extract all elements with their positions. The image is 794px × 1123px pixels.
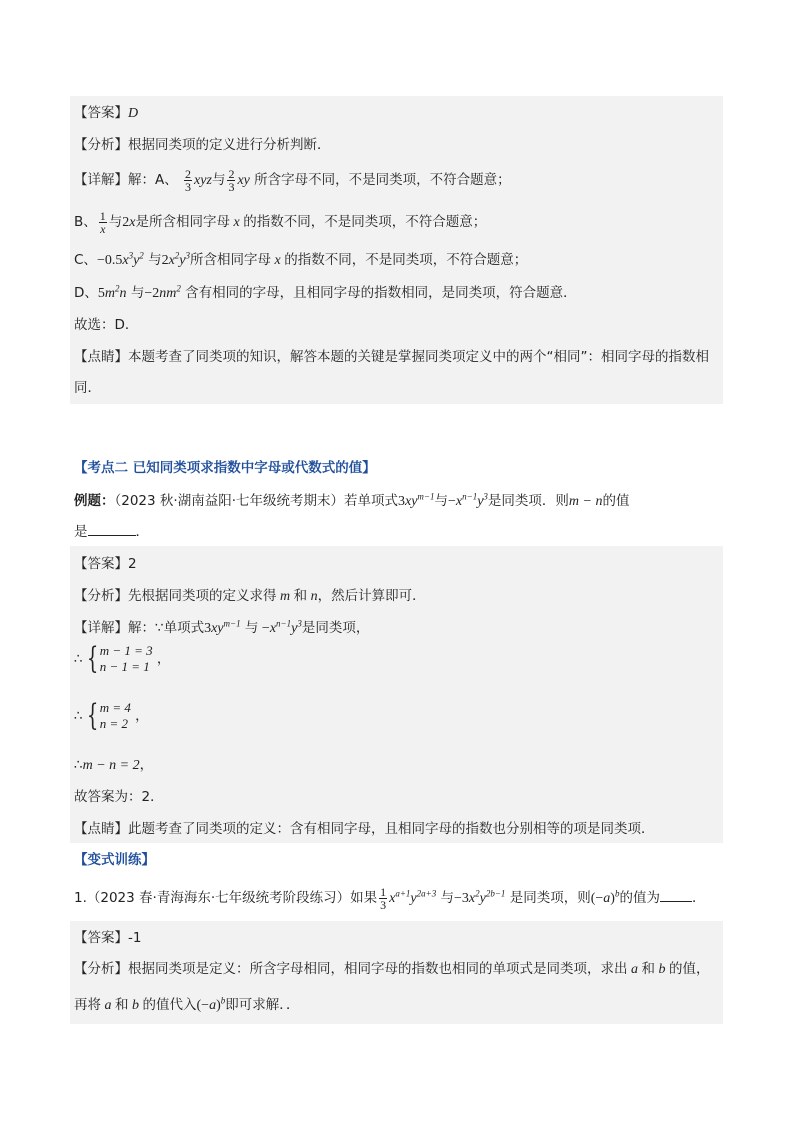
system-1: ∴ { m − 1 = 3 n − 1 = 1 ， <box>74 641 171 676</box>
detail-line-c: C、$-0.5x^3y^2$ 与$2x^2y^3$所含相同字母 x 的指数不同，不是同类项，不符合题意； <box>74 250 528 268</box>
answer-line-3: 【答案】-1 <box>74 930 142 946</box>
detail-line-d: D、$5m^2n$ 与$-2nm^2$ 含有相同的字母，且相同字母的指数相同，是同类项，符合题意． <box>74 283 577 301</box>
analysis-line-2: 【分析】先根据同类项的定义求得 m 和 n，然后计算即可． <box>74 588 426 604</box>
answer-blank[interactable] <box>88 523 136 536</box>
analysis-line-1: 【分析】根据同类项的定义进行分析判断． <box>74 137 331 153</box>
fraction-one-third: $\frac{1}{3}$ <box>380 884 387 912</box>
result-line: ∴m − n = 2， <box>74 757 154 773</box>
fraction-two-thirds: $\frac{2}{3}$ <box>228 166 235 194</box>
system-2: ∴ { m = 4 n = 2 ， <box>74 698 149 733</box>
answer-line-1: 【答案】D <box>74 105 139 121</box>
fraction-two-thirds: $\frac{2}{3}$ <box>185 166 192 194</box>
section-heading-2: 【考点二 已知同类项求指数中字母或代数式的值】 <box>74 460 376 476</box>
comment-line-1b: 同． <box>74 380 101 396</box>
answer-blank-q1[interactable] <box>660 889 692 902</box>
final-line: 故答案为：2． <box>74 789 164 805</box>
answer-line-2: 【答案】2 <box>74 556 137 572</box>
example-line-2: 是 ． <box>74 524 149 540</box>
analysis-line-3: 【分析】根据同类项是定义：所含字母相同，相同字母的指数也相同的单项式是同类项，求出 a 和 b 的值， <box>74 961 710 977</box>
comment-line-2: 【点睛】此题考查了同类项的定义：含有相同字母，且相同字母的指数也分别相等的项是同类项． <box>74 821 655 837</box>
comment-line-1: 【点睛】本题考查了同类项的知识，解答本题的关键是掌握同类项定义中的两个“相同”：相同字母的指数相 <box>74 349 709 365</box>
analysis-line-3b: 再将 a 和 b 的值代入$(-a)^b$即可求解．． <box>74 995 300 1013</box>
example-line: 例题：（2023 秋·湖南益阳·七年级统考期末）若单项式$3xy^{m-1}$与$-x^{n-1}y^3$是同类项．则m − n的值 <box>74 491 630 509</box>
question-1: 1.（2023 春·青海海东·七年级统考阶段练习）如果 $\frac{1}{3}$ $x^{a+1}y^{2a+3}$ 与$-3x^2y^{2b-1}$ 是同类项，则$(-a)^b$的值为 ． <box>74 884 706 912</box>
detail-line-2: 【详解】解：∵单项式$3xy^{m-1}$ 与 $-x^{n-1}y^3$是同类项， <box>74 618 370 636</box>
section-heading-3: 【变式训练】 <box>74 852 155 868</box>
detail-line-b: B、 $\frac{1}{x}$ 与2x是所含相同字母 x 的指数不同，不是同类项，不符合题意； <box>74 208 487 236</box>
choose-line: 故选：D． <box>74 317 139 333</box>
detail-line-a: 【详解】解：A、 $\frac{2}{3}$ xyz与 $\frac{2}{3}$ xy 所含字母不同，不是同类项，不符合题意； <box>74 166 511 194</box>
fraction-one-over-x: $\frac{1}{x}$ <box>99 208 106 236</box>
